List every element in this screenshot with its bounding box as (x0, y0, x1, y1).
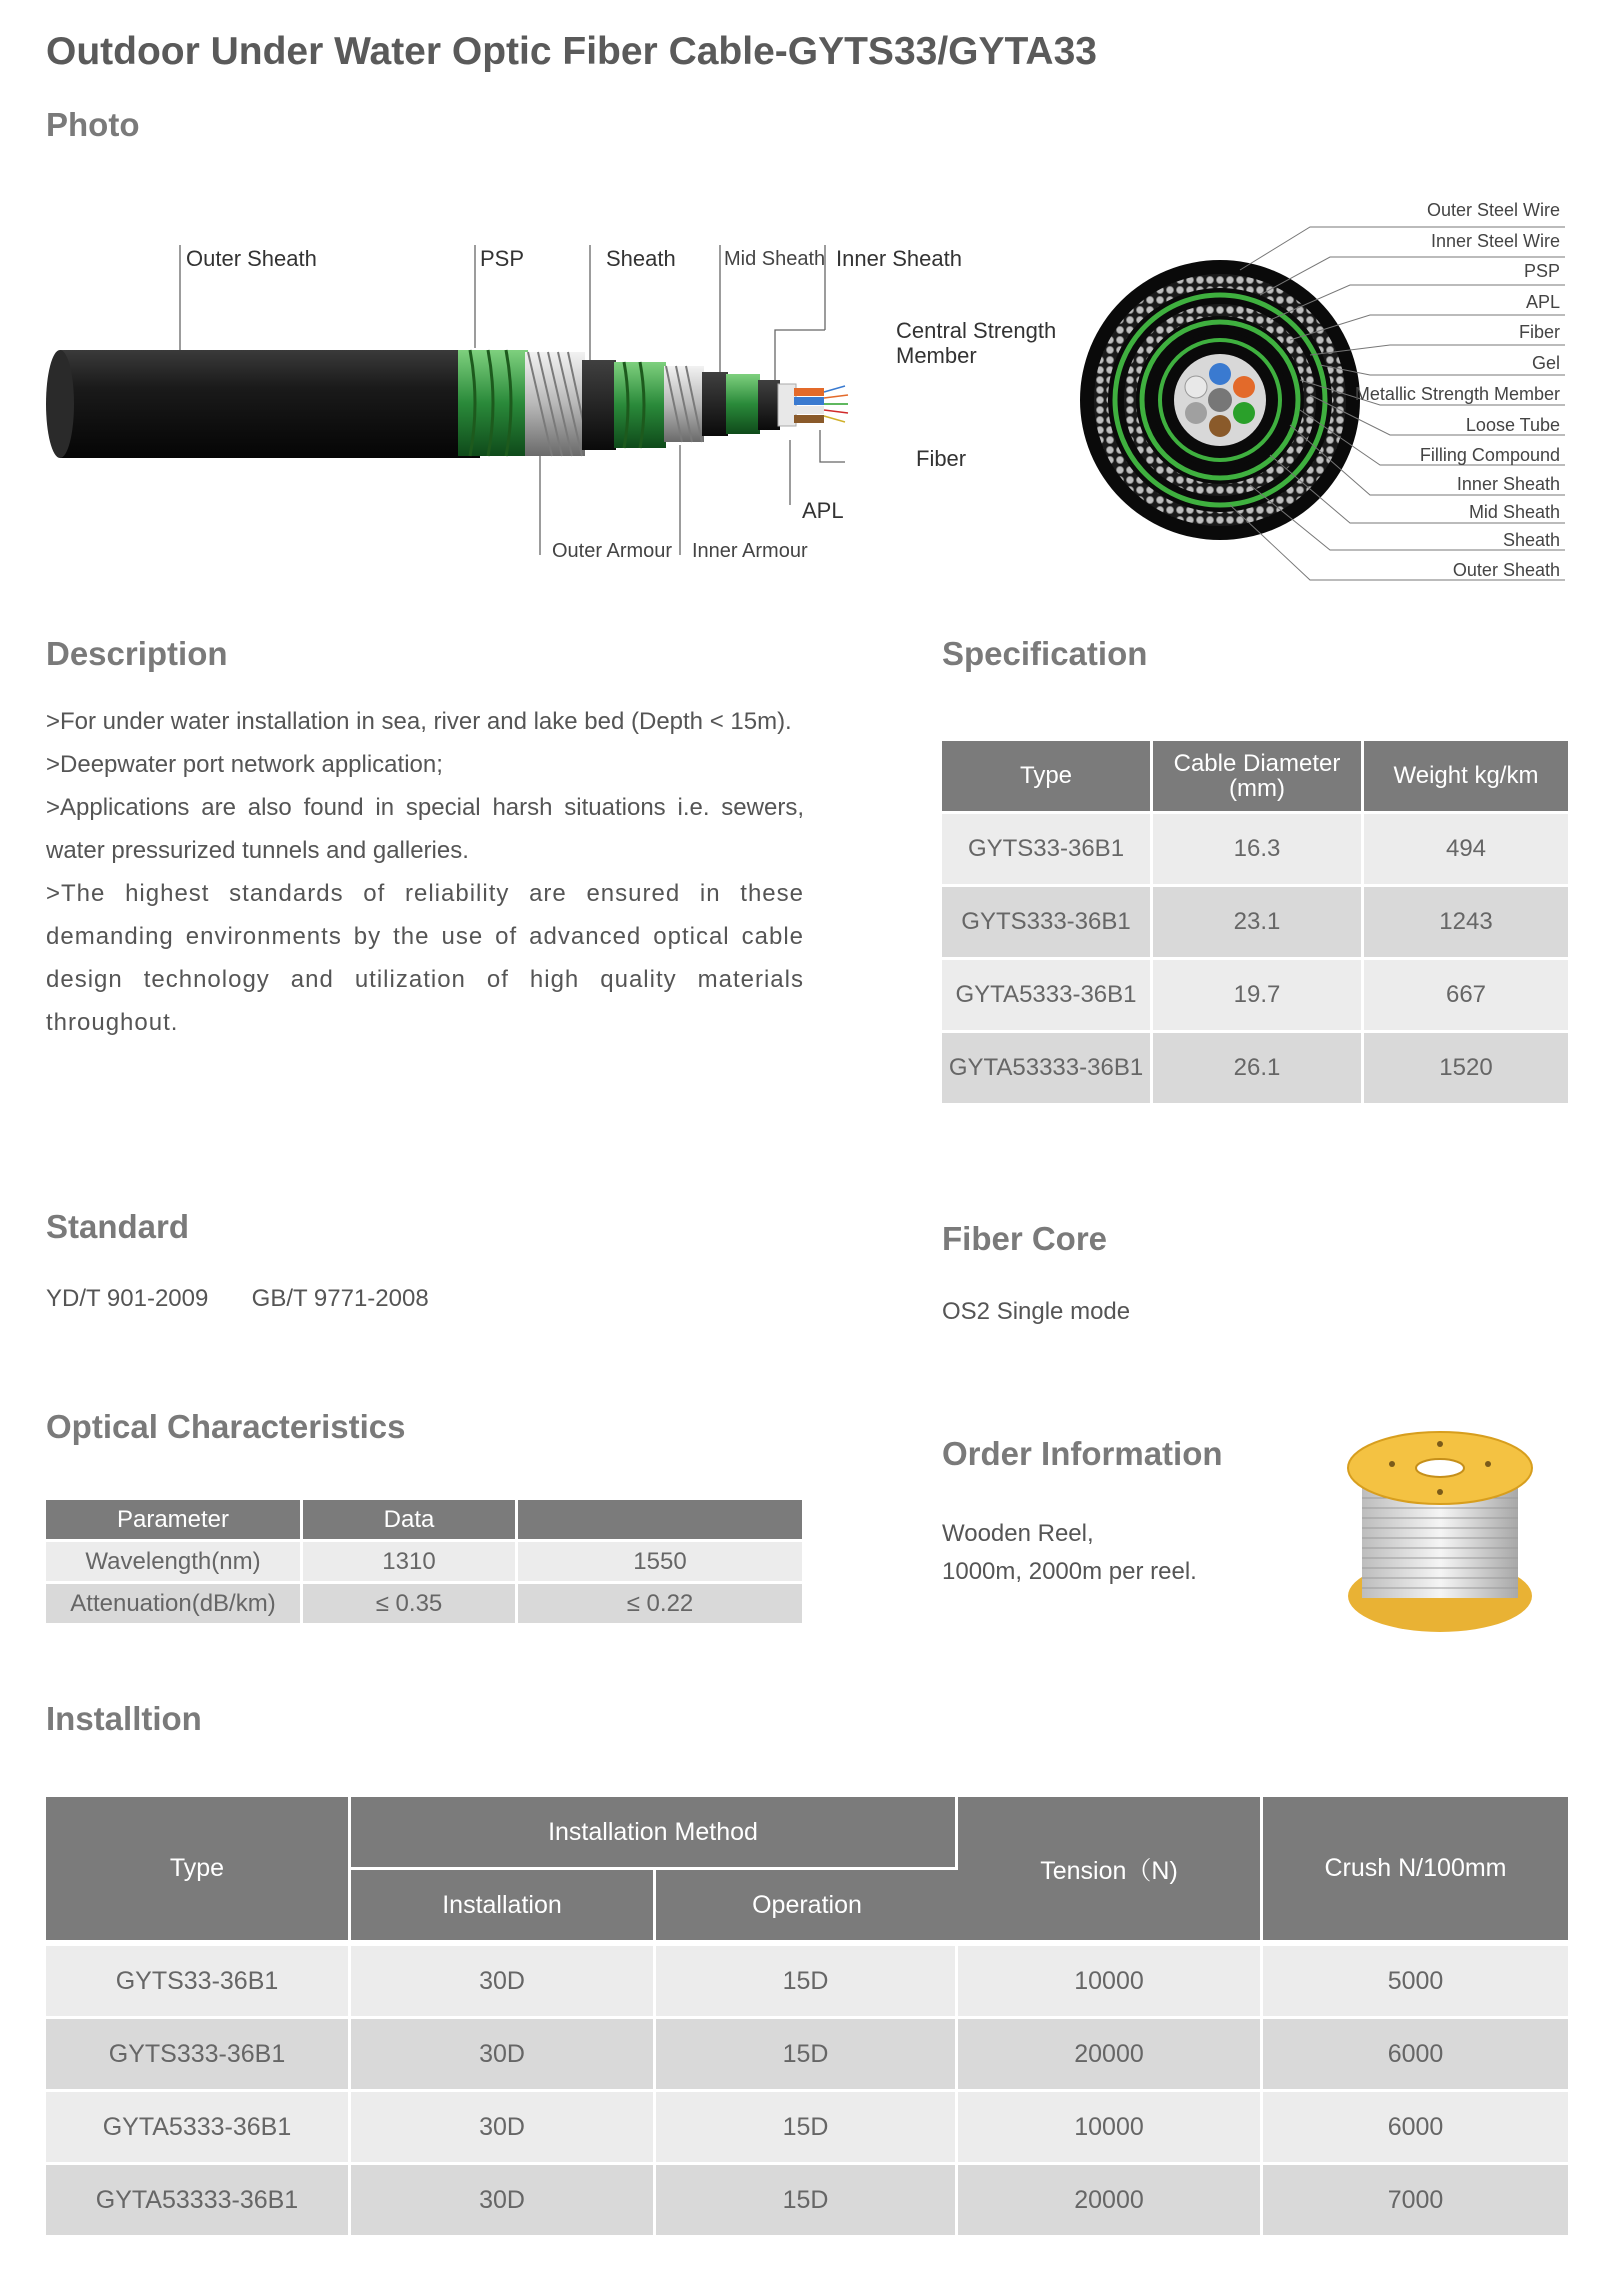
cell-crush: 6000 (1263, 2016, 1568, 2089)
cross-label-apl: APL (1525, 292, 1560, 312)
description-paragraph: >For under water installation in sea, river and lake bed (Depth < 15m). (46, 708, 792, 735)
cell-crush: 5000 (1263, 1943, 1568, 2016)
table-header-row (46, 1797, 1568, 1870)
header-blank (518, 1500, 802, 1539)
description-heading: Description (46, 635, 228, 672)
cross-label-filling-compound: Filling Compound (1419, 445, 1560, 465)
description-paragraph: >The highest standards of reliability are ensured in these demanding environments by the use of advanced optical cable design technology and utilization of high quality materials throughout. (46, 880, 804, 1036)
cross-label-gel: Gel (1531, 353, 1560, 373)
cross-label-metallic-strength-member: Metallic Strength Member (1354, 384, 1560, 404)
header-cable-diameter: Cable Diameter (mm) (1153, 741, 1364, 811)
cell-operation: 15D (656, 2089, 958, 2162)
description-paragraph: >Applications are also found in special harsh situations i.e. sewers, water pressurized tunnels and galleries. (46, 794, 804, 864)
cell-type: GYTS333-36B1 (942, 884, 1153, 957)
cell-type: GYTS333-36B1 (46, 2016, 351, 2089)
optical-heading: Optical Characteristics (46, 1408, 406, 1445)
cell-type: GYTA53333-36B1 (942, 1030, 1153, 1103)
label-outer-armour: Outer Armour (552, 540, 673, 562)
installation-heading: Installtion (46, 1700, 202, 1737)
cell-type: GYTA53333-36B1 (46, 2162, 351, 2235)
installation-table (46, 1797, 1568, 2235)
order-line: Wooden Reel, (942, 1520, 1094, 1547)
header-weight: Weight kg/km (1364, 741, 1568, 811)
header-parameter: Parameter (46, 1500, 303, 1539)
label-inner-armour: Inner Armour (692, 540, 808, 562)
cell-type: GYTS33-36B1 (46, 1943, 351, 2016)
cell-weight: 1243 (1364, 884, 1568, 957)
cell-installation: 30D (351, 2162, 656, 2235)
table-row (942, 884, 1568, 957)
header-operation: Operation (656, 1870, 958, 1943)
specification-heading: Specification (942, 635, 1148, 672)
cell-diameter: 23.1 (1153, 884, 1364, 957)
cross-label-psp: PSP (1523, 261, 1560, 281)
table-row (942, 957, 1568, 1030)
cell-diameter: 26.1 (1153, 1030, 1364, 1103)
cell-crush: 6000 (1263, 2089, 1568, 2162)
cell-parameter: Attenuation(dB/km) (46, 1581, 303, 1623)
standard-item: YD/T 901-2009 (46, 1285, 209, 1312)
header-crush: Crush N/100mm (1263, 1797, 1568, 1943)
cell-operation: 15D (656, 2016, 958, 2089)
cell-type: GYTS33-36B1 (942, 811, 1153, 884)
cell-value: 1550 (518, 1539, 802, 1581)
header-installation: Installation (351, 1870, 656, 1943)
cross-label-loose-tube: Loose Tube (1465, 415, 1560, 435)
label-mid-sheath: Mid Sheath (724, 248, 826, 270)
cell-diameter: 19.7 (1153, 957, 1364, 1030)
table-row (942, 811, 1568, 884)
order-line: 1000m, 2000m per reel. (942, 1558, 1197, 1585)
cell-operation: 15D (656, 2162, 958, 2235)
page-title: Outdoor Under Water Optic Fiber Cable-GYTS33/GYTA33 (46, 30, 1097, 73)
cross-label-outer-sheath: Outer Sheath (1452, 560, 1560, 580)
header-type: Type (942, 741, 1153, 811)
description-body (46, 700, 804, 1044)
header-data: Data (303, 1500, 518, 1539)
wooden-reel-image (1340, 1428, 1540, 1638)
fiber-core-text: OS2 Single mode (942, 1298, 1131, 1325)
cell-installation: 30D (351, 2016, 656, 2089)
cell-value: ≤ 0.22 (518, 1581, 802, 1623)
order-heading: Order Information (942, 1435, 1223, 1472)
table-row (942, 1030, 1568, 1103)
cell-installation: 30D (351, 2089, 656, 2162)
cross-label-sheath: Sheath (1502, 530, 1560, 550)
label-apl: APL (802, 498, 844, 523)
label-sheath: Sheath (606, 246, 676, 271)
table-row (46, 2089, 1568, 2162)
table-row (46, 2162, 1568, 2235)
cell-tension: 10000 (958, 1943, 1263, 2016)
label-outer-sheath: Outer Sheath (186, 246, 317, 271)
cell-value: 1310 (303, 1539, 518, 1581)
cell-tension: 10000 (958, 2089, 1263, 2162)
label-fiber: Fiber (916, 446, 967, 471)
standard-list (46, 1285, 429, 1313)
cell-type: GYTA5333-36B1 (942, 957, 1153, 1030)
table-row (46, 2016, 1568, 2089)
label-psp: PSP (480, 246, 525, 271)
table-header-row (46, 1500, 802, 1539)
cell-weight: 1520 (1364, 1030, 1568, 1103)
standard-item: GB/T 9771-2008 (251, 1285, 429, 1312)
header-tension: Tension（N) (958, 1797, 1263, 1943)
cell-installation: 30D (351, 1943, 656, 2016)
cell-diameter: 16.3 (1153, 811, 1364, 884)
cell-tension: 20000 (958, 2162, 1263, 2235)
cross-label-outer-steel-wire: Outer Steel Wire (1426, 200, 1560, 220)
order-text (942, 1515, 1197, 1591)
table-header-row (942, 741, 1568, 811)
cross-label-inner-sheath: Inner Sheath (1456, 474, 1560, 494)
description-paragraph: >Deepwater port network application; (46, 751, 443, 778)
label-central-strength-member: Central Strength Member (896, 318, 1057, 369)
cell-tension: 20000 (958, 2016, 1263, 2089)
cross-label-inner-steel-wire: Inner Steel Wire (1430, 231, 1560, 251)
cell-weight: 494 (1364, 811, 1568, 884)
cell-operation: 15D (656, 1943, 958, 2016)
photo-heading: Photo (46, 106, 140, 143)
cell-type: GYTA5333-36B1 (46, 2089, 351, 2162)
label-inner-sheath: Inner Sheath (836, 246, 962, 271)
cell-crush: 7000 (1263, 2162, 1568, 2235)
header-installation-method: Installation Method (351, 1797, 958, 1870)
table-row (46, 1539, 802, 1581)
optical-table (46, 1500, 802, 1623)
cell-weight: 667 (1364, 957, 1568, 1030)
fiber-core-heading: Fiber Core (942, 1220, 1108, 1257)
cross-label-fiber: Fiber (1518, 322, 1560, 342)
table-row (46, 1581, 802, 1623)
header-type: Type (46, 1797, 351, 1943)
standard-heading: Standard (46, 1208, 190, 1245)
cell-value: ≤ 0.35 (303, 1581, 518, 1623)
cell-parameter: Wavelength(nm) (46, 1539, 303, 1581)
cross-label-mid-sheath: Mid Sheath (1468, 502, 1560, 522)
table-row (46, 1943, 1568, 2016)
specification-table (942, 741, 1568, 1103)
